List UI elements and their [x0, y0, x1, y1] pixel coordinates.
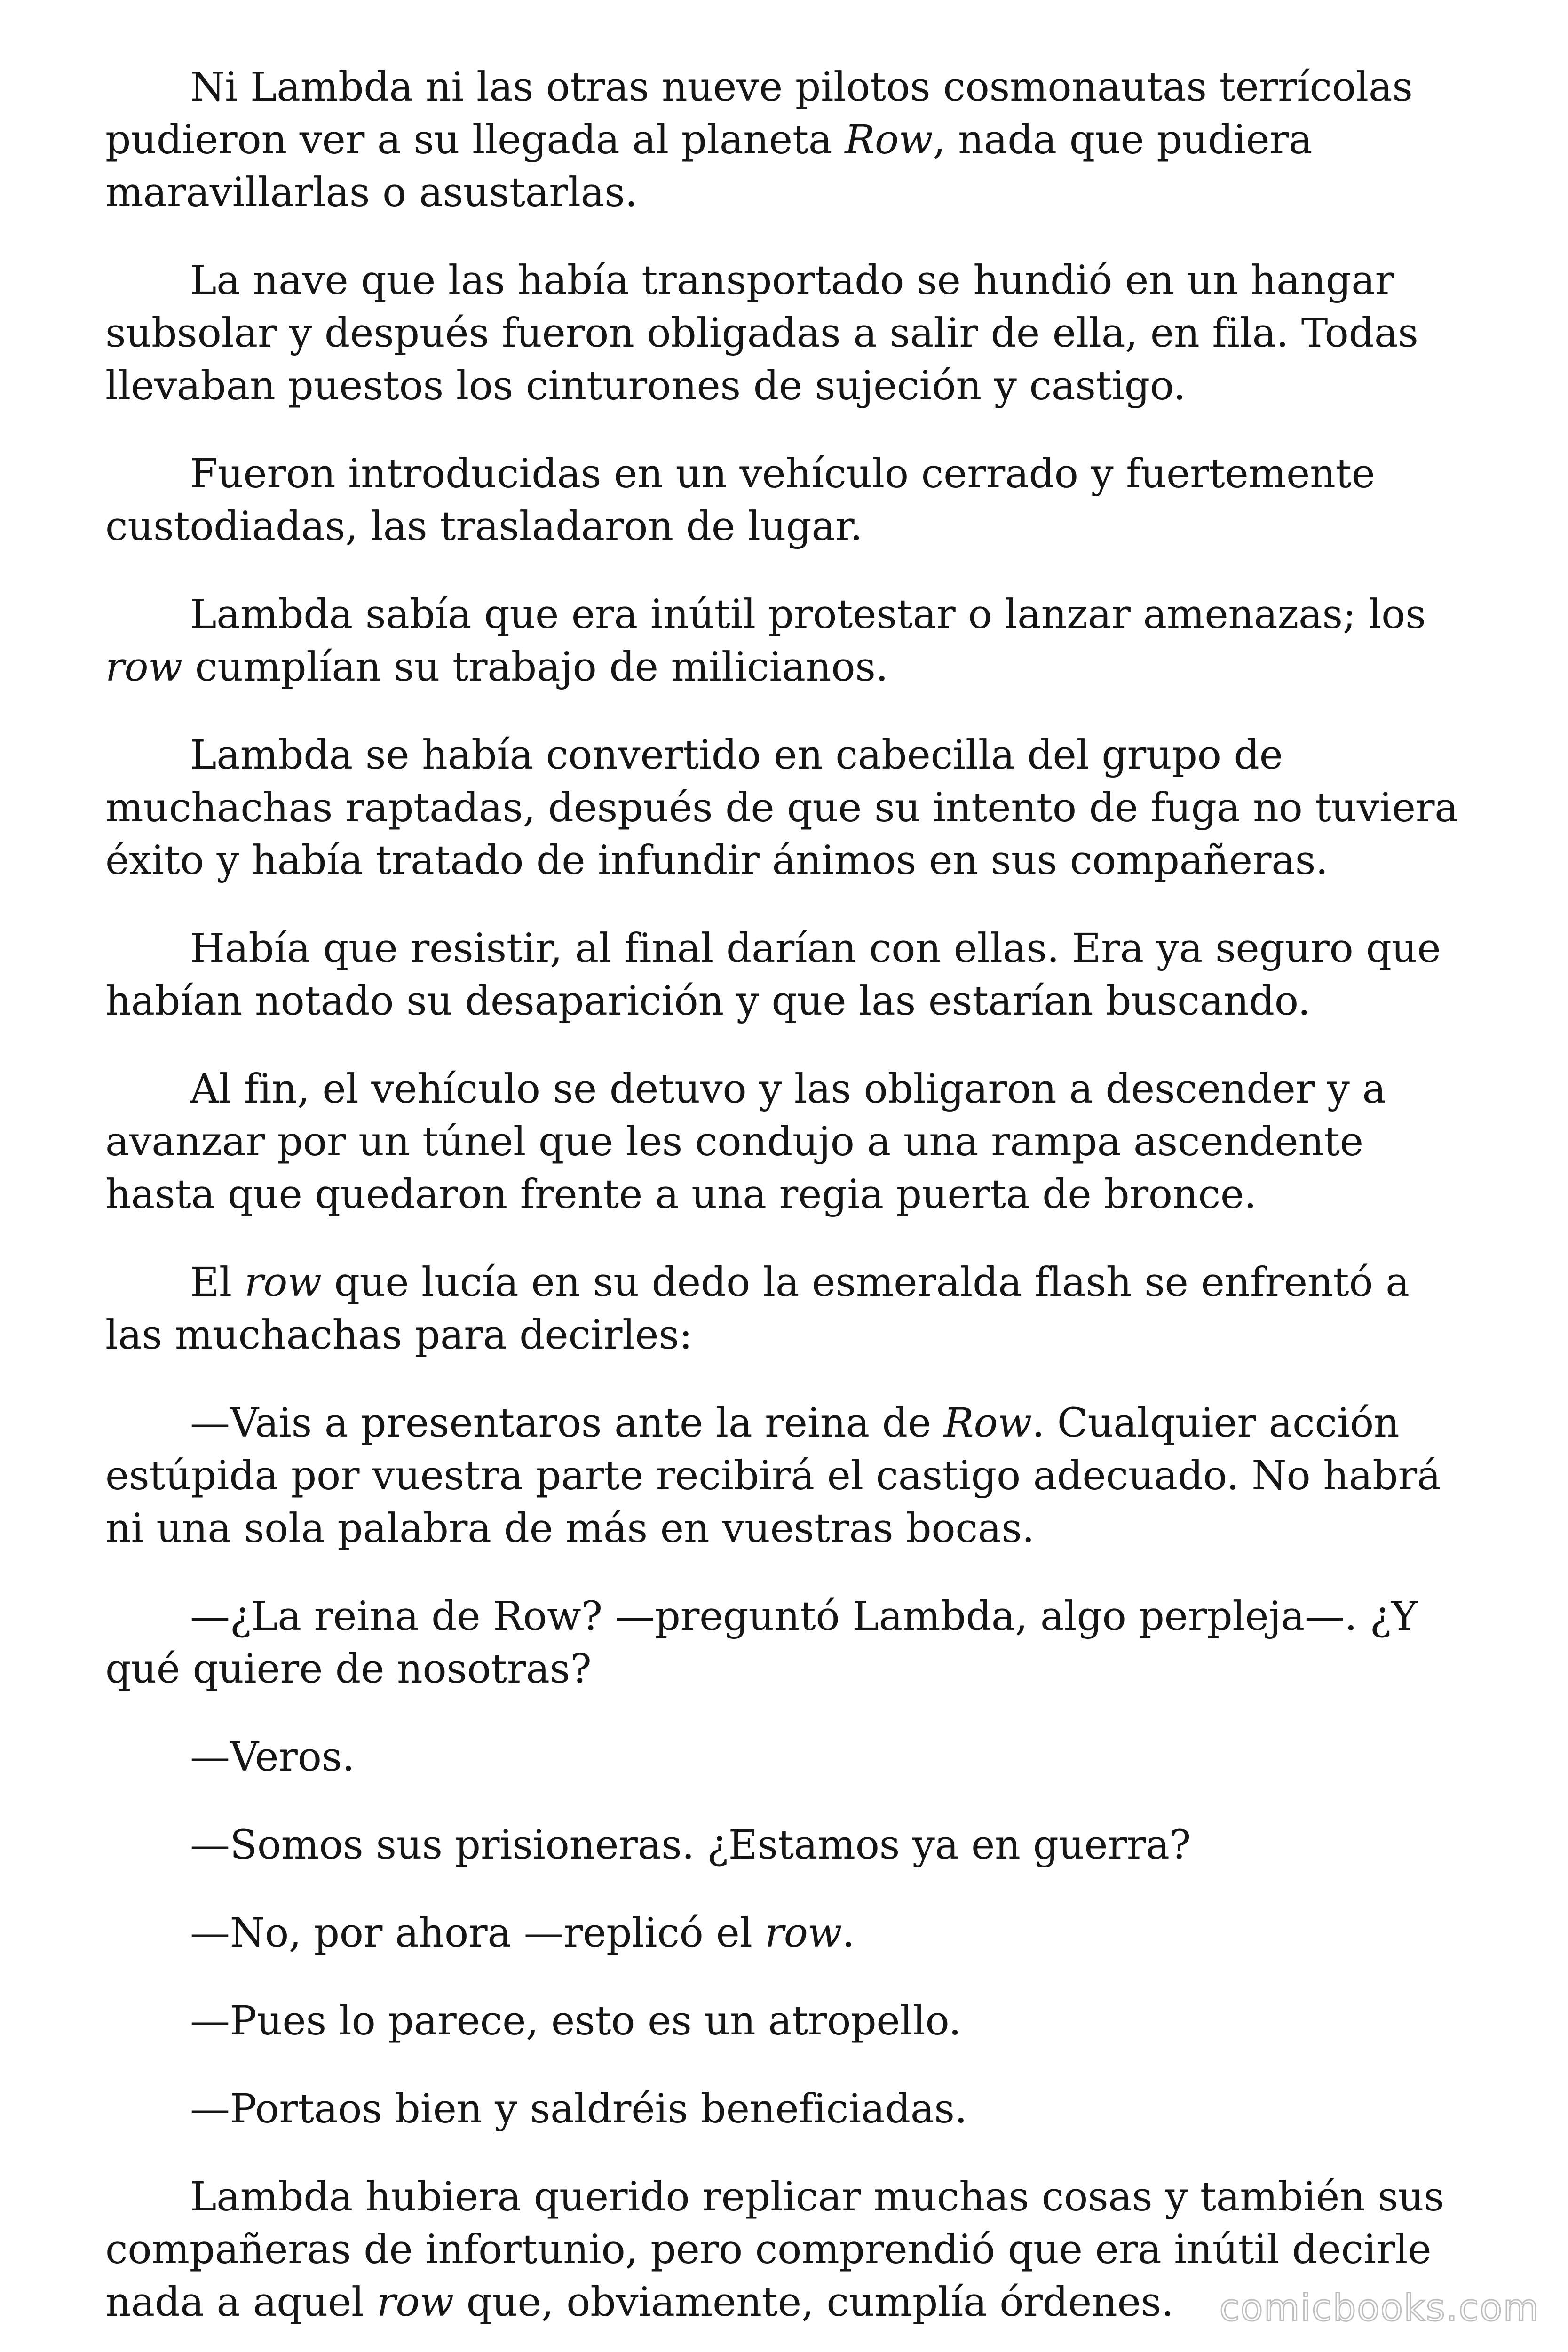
paragraph-8 — [105, 1256, 1462, 1362]
text-segment: El — [190, 1259, 245, 1306]
paragraph-3 — [105, 448, 1462, 553]
paragraph-13 — [105, 1907, 1462, 1960]
paragraph-6 — [105, 922, 1462, 1028]
paragraph-11 — [105, 1731, 1462, 1784]
text-segment: . Cualquier acción estúpida por vuestra parte recibirá el castigo adecuado. No habrá ni una sola palabra de más en vuestras bocas. — [105, 1400, 1441, 1552]
text-segment: —Portaos bien y saldréis beneficiadas. — [190, 2086, 967, 2132]
paragraph-2 — [105, 254, 1462, 413]
paragraph-1 — [105, 61, 1462, 219]
paragraph-4 — [105, 588, 1462, 694]
paragraph-12 — [105, 1819, 1462, 1872]
italic-segment: Row — [845, 117, 933, 163]
watermark-text: comicbooks.com — [1219, 2287, 1540, 2329]
paragraph-5 — [105, 729, 1462, 887]
italic-segment: Row — [943, 1400, 1032, 1446]
text-segment: Al fin, el vehículo se detuvo y las obligaron a descender y a avanzar por un túnel que les condujo a una rampa ascendente hasta que quedaron frente a una regia puerta de bronce. — [105, 1066, 1386, 1218]
italic-segment: row — [244, 1259, 322, 1306]
italic-segment: row — [105, 644, 182, 691]
text-segment: —Somos sus prisioneras. ¿Estamos ya en guerra? — [190, 1822, 1191, 1868]
text-segment: Fueron introducidas en un vehículo cerrado y fuertemente custodiadas, las trasladaron de lugar. — [105, 451, 1375, 550]
text-segment: . — [842, 1910, 855, 1956]
paragraph-15 — [105, 2083, 1462, 2136]
text-segment: Lambda sabía que era inútil protestar o lanzar amenazas; los — [190, 591, 1426, 638]
paragraph-7 — [105, 1063, 1462, 1221]
text-segment: —Pues lo parece, esto es un atropello. — [190, 1998, 961, 2044]
text-segment: —Vais a presentaros ante la reina de — [190, 1400, 944, 1446]
text-segment: —¿La reina de Row? —preguntó Lambda, algo perpleja—. ¿Y qué quiere de nosotras? — [105, 1593, 1418, 1692]
text-segment: La nave que las había transportado se hundió en un hangar subsolar y después fueron obligadas a salir de ella, en fila. Todas llevaban puestos los cinturones de sujeción y castigo. — [105, 257, 1418, 409]
text-segment: —Veros. — [190, 1734, 355, 1780]
paragraph-9 — [105, 1397, 1462, 1555]
text-segment: —No, por ahora —replicó el — [190, 1910, 765, 1956]
book-page — [105, 61, 1462, 2352]
text-segment: que, obviamente, cumplía órdenes. — [453, 2279, 1174, 2326]
text-segment: Lambda se había convertido en cabecilla del grupo de muchachas raptadas, después de que su intento de fuga no tuviera éxito y había tratado de infundir ánimos en sus compañeras. — [105, 732, 1458, 884]
text-segment: Lambda hubiera querido replicar muchas cosas y también sus compañeras de infortunio, pero comprendió que era inútil decirle nada a aquel — [105, 2174, 1444, 2326]
text-segment: que lucía en su dedo la esmeralda flash se enfrentó a las muchachas para decirles: — [105, 1259, 1410, 1359]
paragraph-14 — [105, 1995, 1462, 2048]
text-segment: cumplían su trabajo de milicianos. — [182, 644, 888, 691]
text-segment: , nada que pudiera maravillarlas o asustarlas. — [105, 117, 1313, 216]
paragraph-10 — [105, 1590, 1462, 1696]
text-segment: Había que resistir, al final darían con ellas. Era ya seguro que habían notado su desaparición y que las estarían buscando. — [105, 925, 1441, 1025]
italic-segment: row — [765, 1910, 842, 1956]
text-segment: Ni Lambda ni las otras nueve pilotos cosmonautas terrícolas pudieron ver a su llegada al planeta — [105, 64, 1413, 163]
italic-segment: row — [376, 2279, 454, 2326]
